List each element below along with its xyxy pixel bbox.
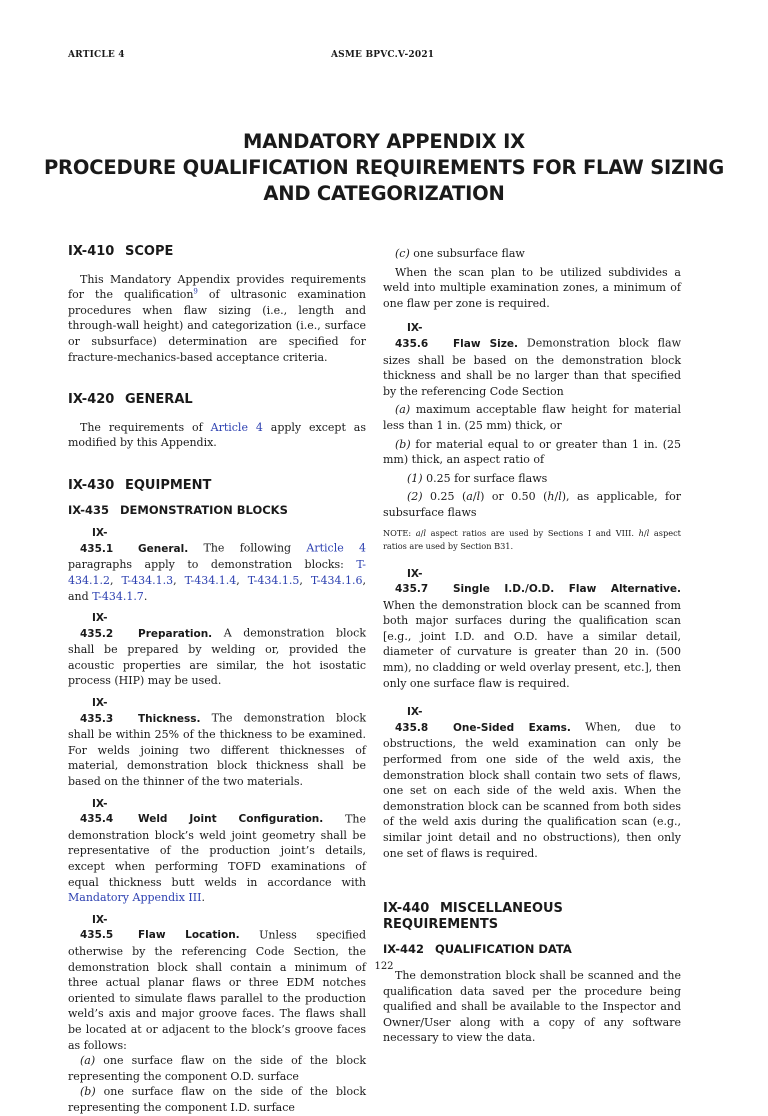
paragraph-ix-435-6: IX-435.6 Flaw Size. Demonstration block flaw sizes shall be based on the demonstration block thickness and shall be no larger than that specified by the referencing Code Section [383,322,681,398]
section-heading-ix-442: IX-442 QUALIFICATION DATA [383,942,572,957]
list-item-b-aspect-ratio: (b) for material equal to or greater than 1 in. (25 mm) thick, an aspect ratio of [383,437,681,467]
general-paragraph: The requirements of Article 4 apply except as modified by this Appendix. [68,420,366,450]
ref-link-t-434-1-3[interactable]: T-434.1.3 [121,573,174,587]
section-heading-ix-410: IX-410 SCOPE [68,244,174,259]
paragraph-ix-435-3: IX-435.3 Thickness. The demonstration block shall be within 25% of the thickness to be examined. For welds joining two different thicknesses of material, demonstration block thickness shall be based on the thinner of the two materials. [68,697,366,789]
mandatory-appendix-iii-link[interactable]: Mandatory Appendix III [68,891,202,905]
section-heading-ix-420: IX-420 GENERAL [68,392,193,408]
paragraph-ix-435-7: IX-435.7 Single I.D./O.D. Flaw Alternative. When the demonstration block can be scanned from both major surfaces during the qualification scan [e.g., joint I.D. and O.D. have a similar detail, diameter of curvature is greater than 20 in. (500 mm), no cladding or weld overlay present, etc.], then only one surface flaw is required. [383,567,681,690]
article-4-link[interactable]: Article 4 [306,541,366,555]
list-item-c-subsurface-flaw: (c) one subsurface flaw [395,247,525,260]
appendix-title-line-2: PROCEDURE QUALIFICATION REQUIREMENTS FOR FLAW SIZING [43,156,725,179]
ref-link-t-434-1-4[interactable]: T-434.1.4 [184,573,237,587]
aspect-ratio-note: NOTE: a/l aspect ratios are used by Sections I and VIII. h/l aspect ratios are used by Section B31. [383,527,681,551]
list-item-a-flaw-height: (a) maximum acceptable flaw height for material less than 1 in. (25 mm) thick, or [383,403,681,432]
paragraph-ix-435-5: IX-435.5 Flaw Location. Unless specified otherwise by the referencing Code Section, the demonstration block shall contain a minimum of three actual planar flaws or three EDM notches oriented to simulate flaws parallel to the production weld’s axis and major groove faces. The flaws shall be located at or adjacent to the block’s groove faces as follows: [68,913,366,1052]
paragraph-ix-435-8: IX-435.8 One-Sided Exams. When, due to obstructions, the weld examination can only be performed from one side of the weld axis, the demonstration block shall contain two sets of flaws, one set on each side of the weld axis. When the demonstration block can be scanned from both sides of the weld axis during the qualification scan (e.g., similar joint detail and no obstructions), then only one set of flaws is required. [383,706,682,860]
footnote-ref[interactable]: 9 [193,287,198,296]
article-4-link[interactable]: Article 4 [210,420,263,434]
ref-link-t-434-1-2[interactable]: T-434.1.2 [68,558,366,587]
section-heading-ix-430: IX-430 EQUIPMENT [68,477,212,493]
right-column [383,240,681,1046]
ref-link-t-434-1-7[interactable]: T-434.1.7 [92,589,144,603]
page-number: 122 [374,961,394,972]
section-heading-ix-440: IX-440 MISCELLANEOUS REQUIREMENTS [383,901,563,932]
list-item-2-subsurface-flaws: (2) 0.25 (a/l) or 0.50 (h/l), as applicable, for subsurface flaws [383,490,681,519]
qualification-data-paragraph: The demonstration block shall be scanned and the qualification data saved per the procedure being qualified and shall be available to the Inspector and Owner/User along with a copy of any software necessary to view the data. [383,968,681,1045]
appendix-title-line-3: AND CATEGORIZATION [263,182,505,205]
ref-link-t-434-1-6[interactable]: T-434.1.6 [310,573,363,587]
paragraph-ix-435-2: IX-435.2 Preparation. A demonstration block shall be prepared by welding or, provided the acoustic properties are similar, the hot isostatic process (HIP) may be used. [68,612,366,688]
ref-link-t-434-1-5[interactable]: T-434.1.5 [247,573,300,587]
zone-flaw-paragraph: When the scan plan to be utilized subdivides a weld into multiple examination zones, a minimum of one flaw per zone is required. [383,265,681,310]
paragraph-ix-435-4: IX-435.4 Weld Joint Configuration. The demonstration block’s weld joint geometry shall be representative of the production joint’s details, except when performing TOFD examinations of equal thickness butt welds in accordance with Mandatory Appendix III. [68,797,366,905]
scope-paragraph: This Mandatory Appendix provides requirements for the qualification$^9$ of ultrasonic examination procedures when flaw sizing (i.e., length and through-wall height) and categorization (i.e., surface or subsurface) determination are specified for fracture-mechanics-based acceptance criteria. [68,272,366,364]
left-column [68,240,366,1116]
paragraph-ix-435-1: IX-435.1 General. The following Article 4 paragraphs apply to demonstration blocks: T-434.1.2, T-434.1.3, T-434.1.4, T-434.1.5, T-434.1.6, and T-434.1.7. [68,527,366,603]
list-item-b-id-flaw: (b) one surface flaw on the side of the block representing the component I.D. surface [68,1085,366,1114]
list-item-a-od-flaw: (a) one surface flaw on the side of the block representing the component O.D. surface [68,1054,366,1083]
section-heading-ix-435: IX-435 DEMONSTRATION BLOCKS [68,502,288,517]
running-header-standard: ASME BPVC.V-2021 [331,50,435,60]
appendix-title-line-1: MANDATORY APPENDIX IX [243,130,525,153]
list-item-1-surface-flaws: (1) 0.25 for surface flaws [407,471,548,485]
running-header-article: ARTICLE 4 [68,50,125,60]
